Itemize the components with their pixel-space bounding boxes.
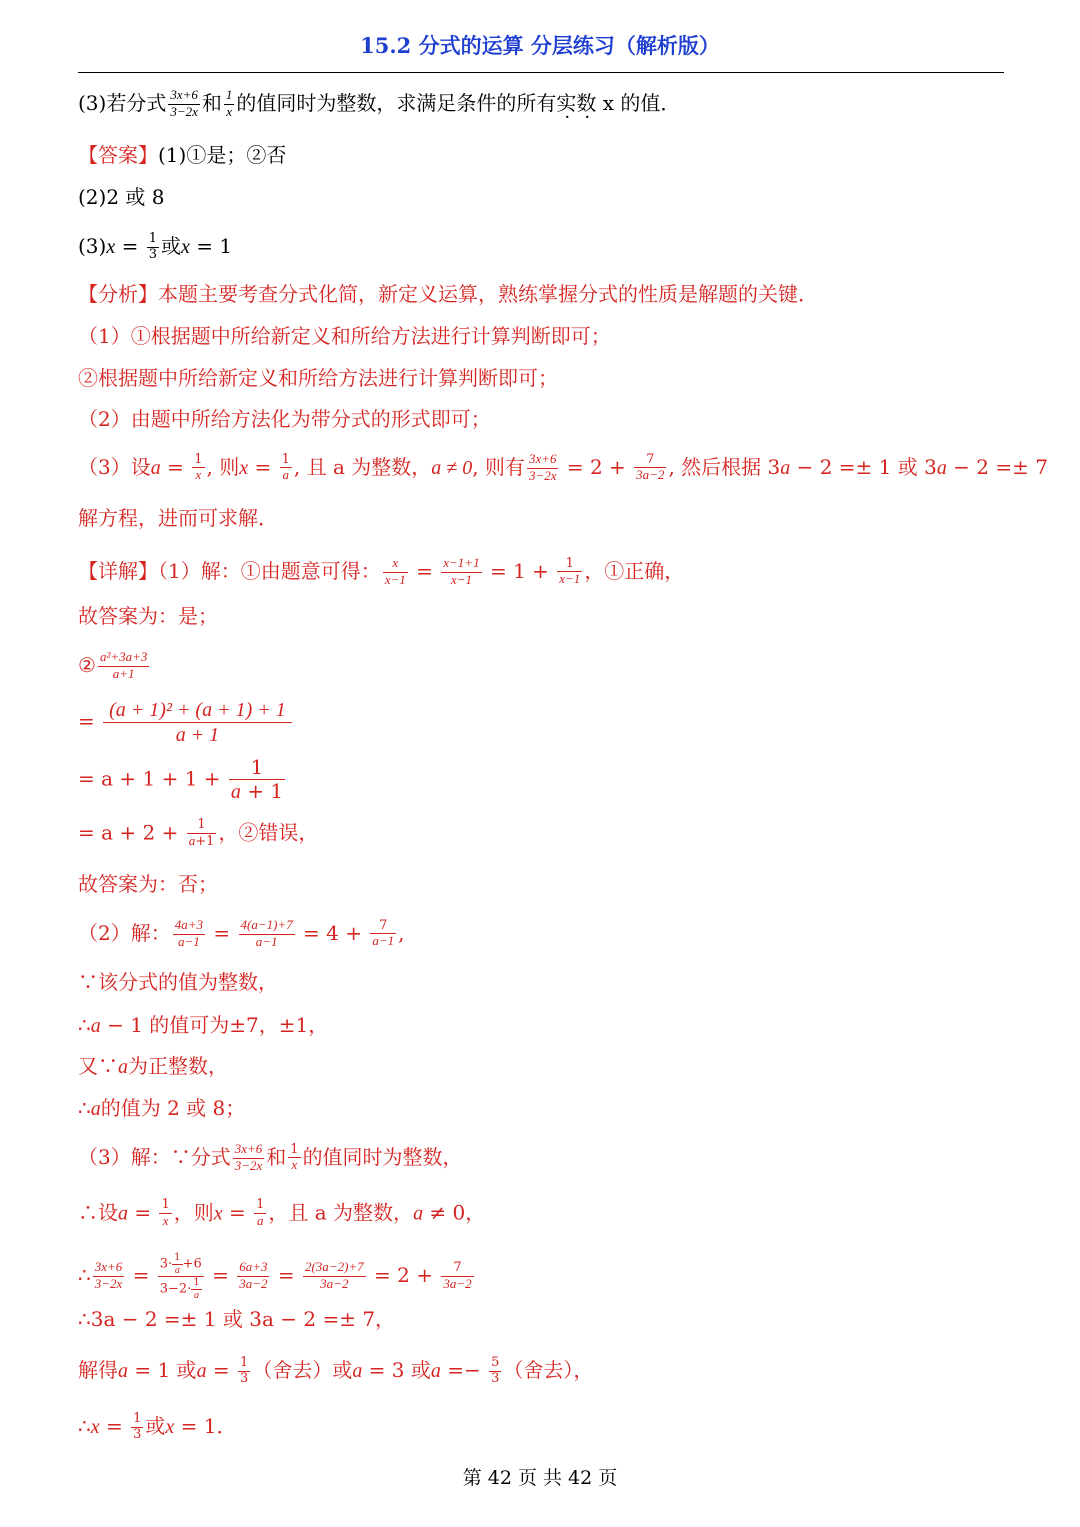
- detail-line-9: ∵该分式的值为整数，: [78, 970, 278, 994]
- detail-line-2: 故答案为：是；: [78, 604, 218, 628]
- analysis-point-3: （2）由题中所给方法化为带分式的形式即可；: [78, 407, 491, 431]
- detail-line-16: ∴3a − 2 =± 1 或 3a − 2 =± 7，: [78, 1307, 396, 1331]
- question-3: (3)若分式 $\frac{3x+6}{3-2x}$ 和 $\frac{1}{x}$ 的值同时为整数，求满足条件的所有实数 x 的值．: [78, 87, 681, 119]
- fraction: $\frac{3x+6}{3-2x}$: [170, 87, 198, 119]
- detail-line-15: ∴ $\frac{3x+6}{3-2x}$ = 3· $\frac{1}{a}$ +6 3−2· $\frac{1}{a}$ = $\frac{6a+3}{3a-2}$ = $\frac{2(3a-2)+7}{3a-2}$ = 2 + $\frac{7}{3a-2}$: [78, 1252, 472, 1301]
- detail-line-7: 故答案为：否；: [78, 872, 218, 896]
- detail-line-17: 解得a = 1 或a = $\frac{1}{3}$ （舍去）或a = 3 或a =− $\frac{5}{3}$ （舍去），: [78, 1355, 594, 1386]
- detail-line-12: ∴a的值为 2 或 8；: [78, 1096, 246, 1120]
- detail-line-14: ∴设a = $\frac{1}{x}$ ，则x = $\frac{1}{a}$ ，且 a 为整数，a ≠ 0，: [78, 1197, 486, 1228]
- detail-line-11: 又∵a为正整数，: [78, 1054, 228, 1078]
- detail-label: 【详解】: [78, 558, 158, 583]
- analysis-point-1: （1）①根据题中所给新定义和所给方法进行计算判断即可；: [78, 324, 611, 348]
- detail-line-3: ② $\frac{\text{a²+3a+3}}{a+1}$: [78, 649, 148, 681]
- analysis-intro: 【分析】本题主要考查分式化简，新定义运算，熟练掌握分式的性质是解题的关键．: [78, 282, 818, 306]
- detail-line-18: ∴x = $\frac{1}{3}$ 或x = 1．: [78, 1411, 237, 1442]
- fraction: $\frac{1}{x}$: [225, 87, 233, 119]
- detail-line-13: （3）解：∵分式 $\frac{3x+6}{3-2x}$ 和 $\frac{1}{x}$ 的值同时为整数，: [78, 1141, 463, 1173]
- detail-line-4: = $\frac{\text{(a + 1)² + (a + 1) + 1}}{a + 1}$: [78, 698, 294, 747]
- detail-line-5: = a + 1 + 1 + $\frac{1}{a + 1}$: [78, 755, 284, 803]
- page-header-title: 15.2 分式的运算 分层练习（解析版）: [360, 33, 720, 58]
- answer-line-1: 【答案】(1)①是；②否: [78, 143, 287, 167]
- page-footer: 第 42 页 共 42 页: [462, 1467, 618, 1489]
- analysis-point-4: （3）设a = $\frac{1}{x}$ , 则x = $\frac{1}{a}$ , 且 a 为整数，a ≠ 0, 则有 $\frac{3x+6}{3-2x}$ = 2 + $\frac{7}{3a-2}$ , 然后根据 3a − 2 =± 1 或 3a − 2 =± 7: [78, 451, 1048, 483]
- emphasis-dot-char: 数: [576, 90, 597, 115]
- analysis-point-2: ②根据题中所给新定义和所给方法进行计算判断即可；: [78, 366, 558, 390]
- header-divider: [78, 72, 1004, 73]
- answer-label: 【答案】: [78, 143, 158, 167]
- answer-line-2: (2)2 或 8: [78, 185, 165, 209]
- analysis-point-5: 解方程，进而可求解．: [78, 506, 278, 530]
- detail-line-10: ∴a − 1 的值可为±7，±1，: [78, 1013, 329, 1037]
- analysis-label: 【分析】: [78, 282, 158, 306]
- emphasis-dot-char: 实: [556, 90, 577, 115]
- answer-line-3: (3)x = $\frac{1}{3}$ 或x = 1: [78, 231, 233, 262]
- detail-line-8: （2）解： $\frac{4a+3}{a-1}$ = $\frac{4(a-1)+7}{a-1}$ = 4 + $\frac{7}{a-1}$ ,: [78, 917, 405, 949]
- detail-line-1: 【详解】（1）解：①由题意可得： $\frac{x}{x-1}$ = $\frac{x-1+1}{x-1}$ = 1 + $\frac{1}{x-1}$ ，①正确，: [78, 555, 685, 587]
- detail-line-6: = a + 2 + $\frac{1}{a+1}$ ，②错误，: [78, 817, 319, 849]
